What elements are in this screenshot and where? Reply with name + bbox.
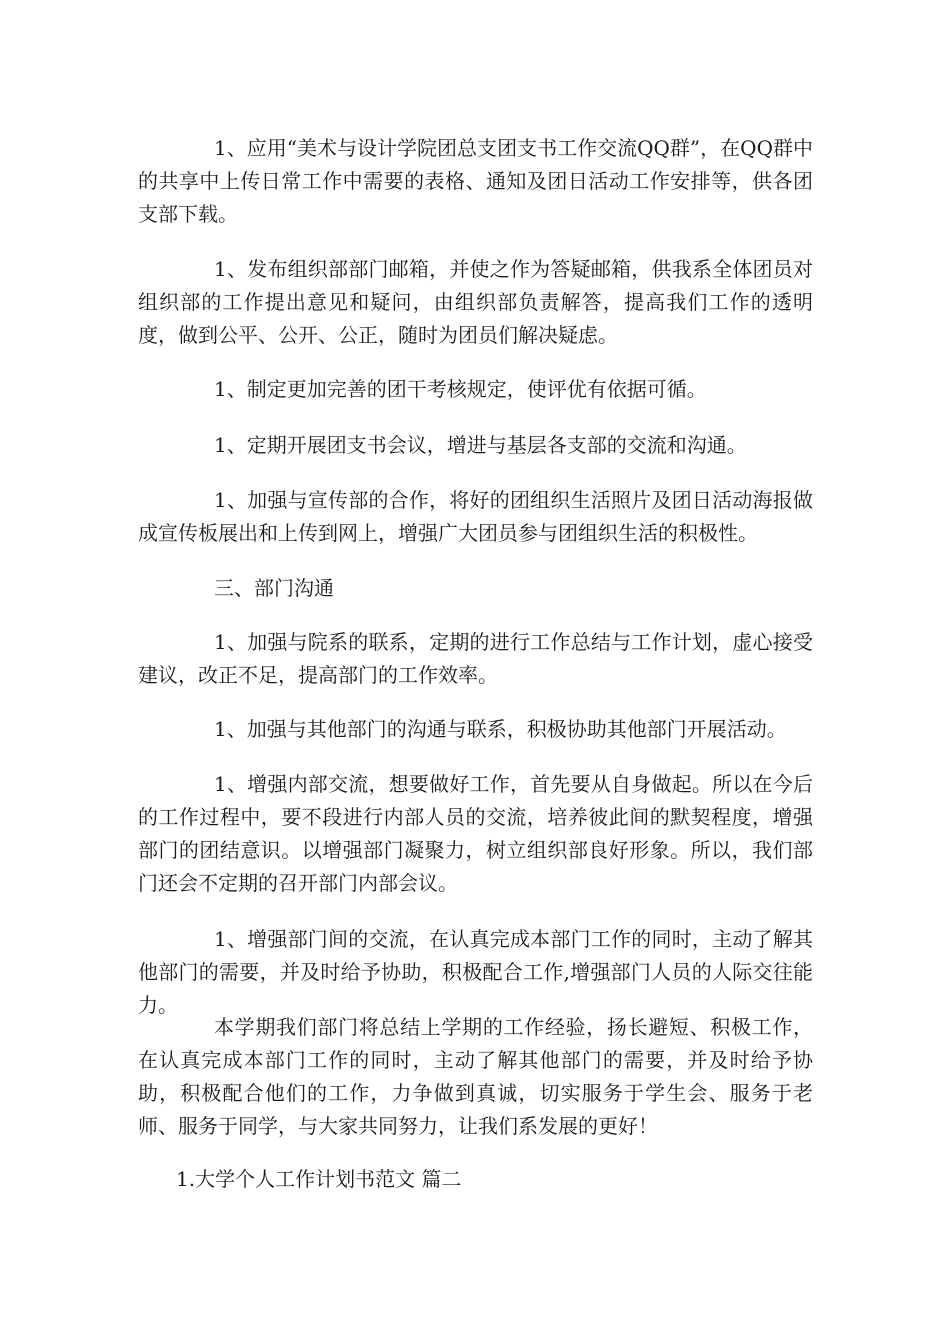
paragraph-other-departments: 1、加强与其他部门的沟通与联系，积极协助其他部门开展活动。 bbox=[214, 717, 787, 741]
paragraph-publicity: 1、加强与宣传部的合作，将好的团组织生活照片及团日活动海报做成宣传板展出和上传到网上，增强广大团员参与团组织生活的积极性。 bbox=[138, 488, 813, 545]
paragraph-assessment: 1、制定更加完善的团干考核规定，使评优有依据可循。 bbox=[214, 377, 707, 401]
section-heading: 三、部门沟通 bbox=[214, 576, 334, 600]
paragraph-internal-exchange: 1、增强内部交流，想要做好工作，首先要从自身做起。所以在今后的工作过程中，要不段进行内部人员的交流，培养彼此间的默契程度，增强部门的团结意识。以增强部门凝聚力，树立组织部良好形象。所以，我们部门还会不定期的召开部门内部会议。 bbox=[138, 772, 813, 895]
paragraph-college-liaison: 1、加强与院系的联系，定期的进行工作总结与工作计划，虚心接受建议，改正不足，提高部门的工作效率。 bbox=[138, 630, 813, 687]
paragraph-summary: 本学期我们部门将总结上学期的工作经验，扬长避短、积极工作，在认真完成本部门工作的同时，主动了解其他部门的需要，并及时给予协助，积极配合他们的工作，力争做到真诚，切实服务于学生会、服务于老师、服务于同学，与大家共同努力，让我们系发展的更好！ bbox=[138, 1015, 813, 1138]
paragraph-mailbox: 1、发布组织部部门邮箱，并使之作为答疑邮箱，供我系全体团员对组织部的工作提出意见和疑问，由组织部负责解答，提高我们工作的透明度，做到公平、公开、公正，随时为团员们解决疑虑。 bbox=[138, 257, 813, 347]
paragraph-inter-department: 1、增强部门间的交流，在认真完成本部门工作的同时，主动了解其他部门的需要，并及时给予协助，积极配合工作,增强部门人员的人际交往能力。 bbox=[138, 927, 813, 1017]
next-section-title: 1.大学个人工作计划书范文 篇二 bbox=[176, 1167, 462, 1191]
paragraph-meetings: 1、定期开展团支书会议，增进与基层各支部的交流和沟通。 bbox=[214, 433, 747, 457]
paragraph-qq-group: 1、应用“美术与设计学院团总支团支书工作交流QQ群”，在QQ群中的共享中上传日常工作中需要的表格、通知及团日活动工作安排等，供各团支部下载。 bbox=[138, 136, 813, 226]
